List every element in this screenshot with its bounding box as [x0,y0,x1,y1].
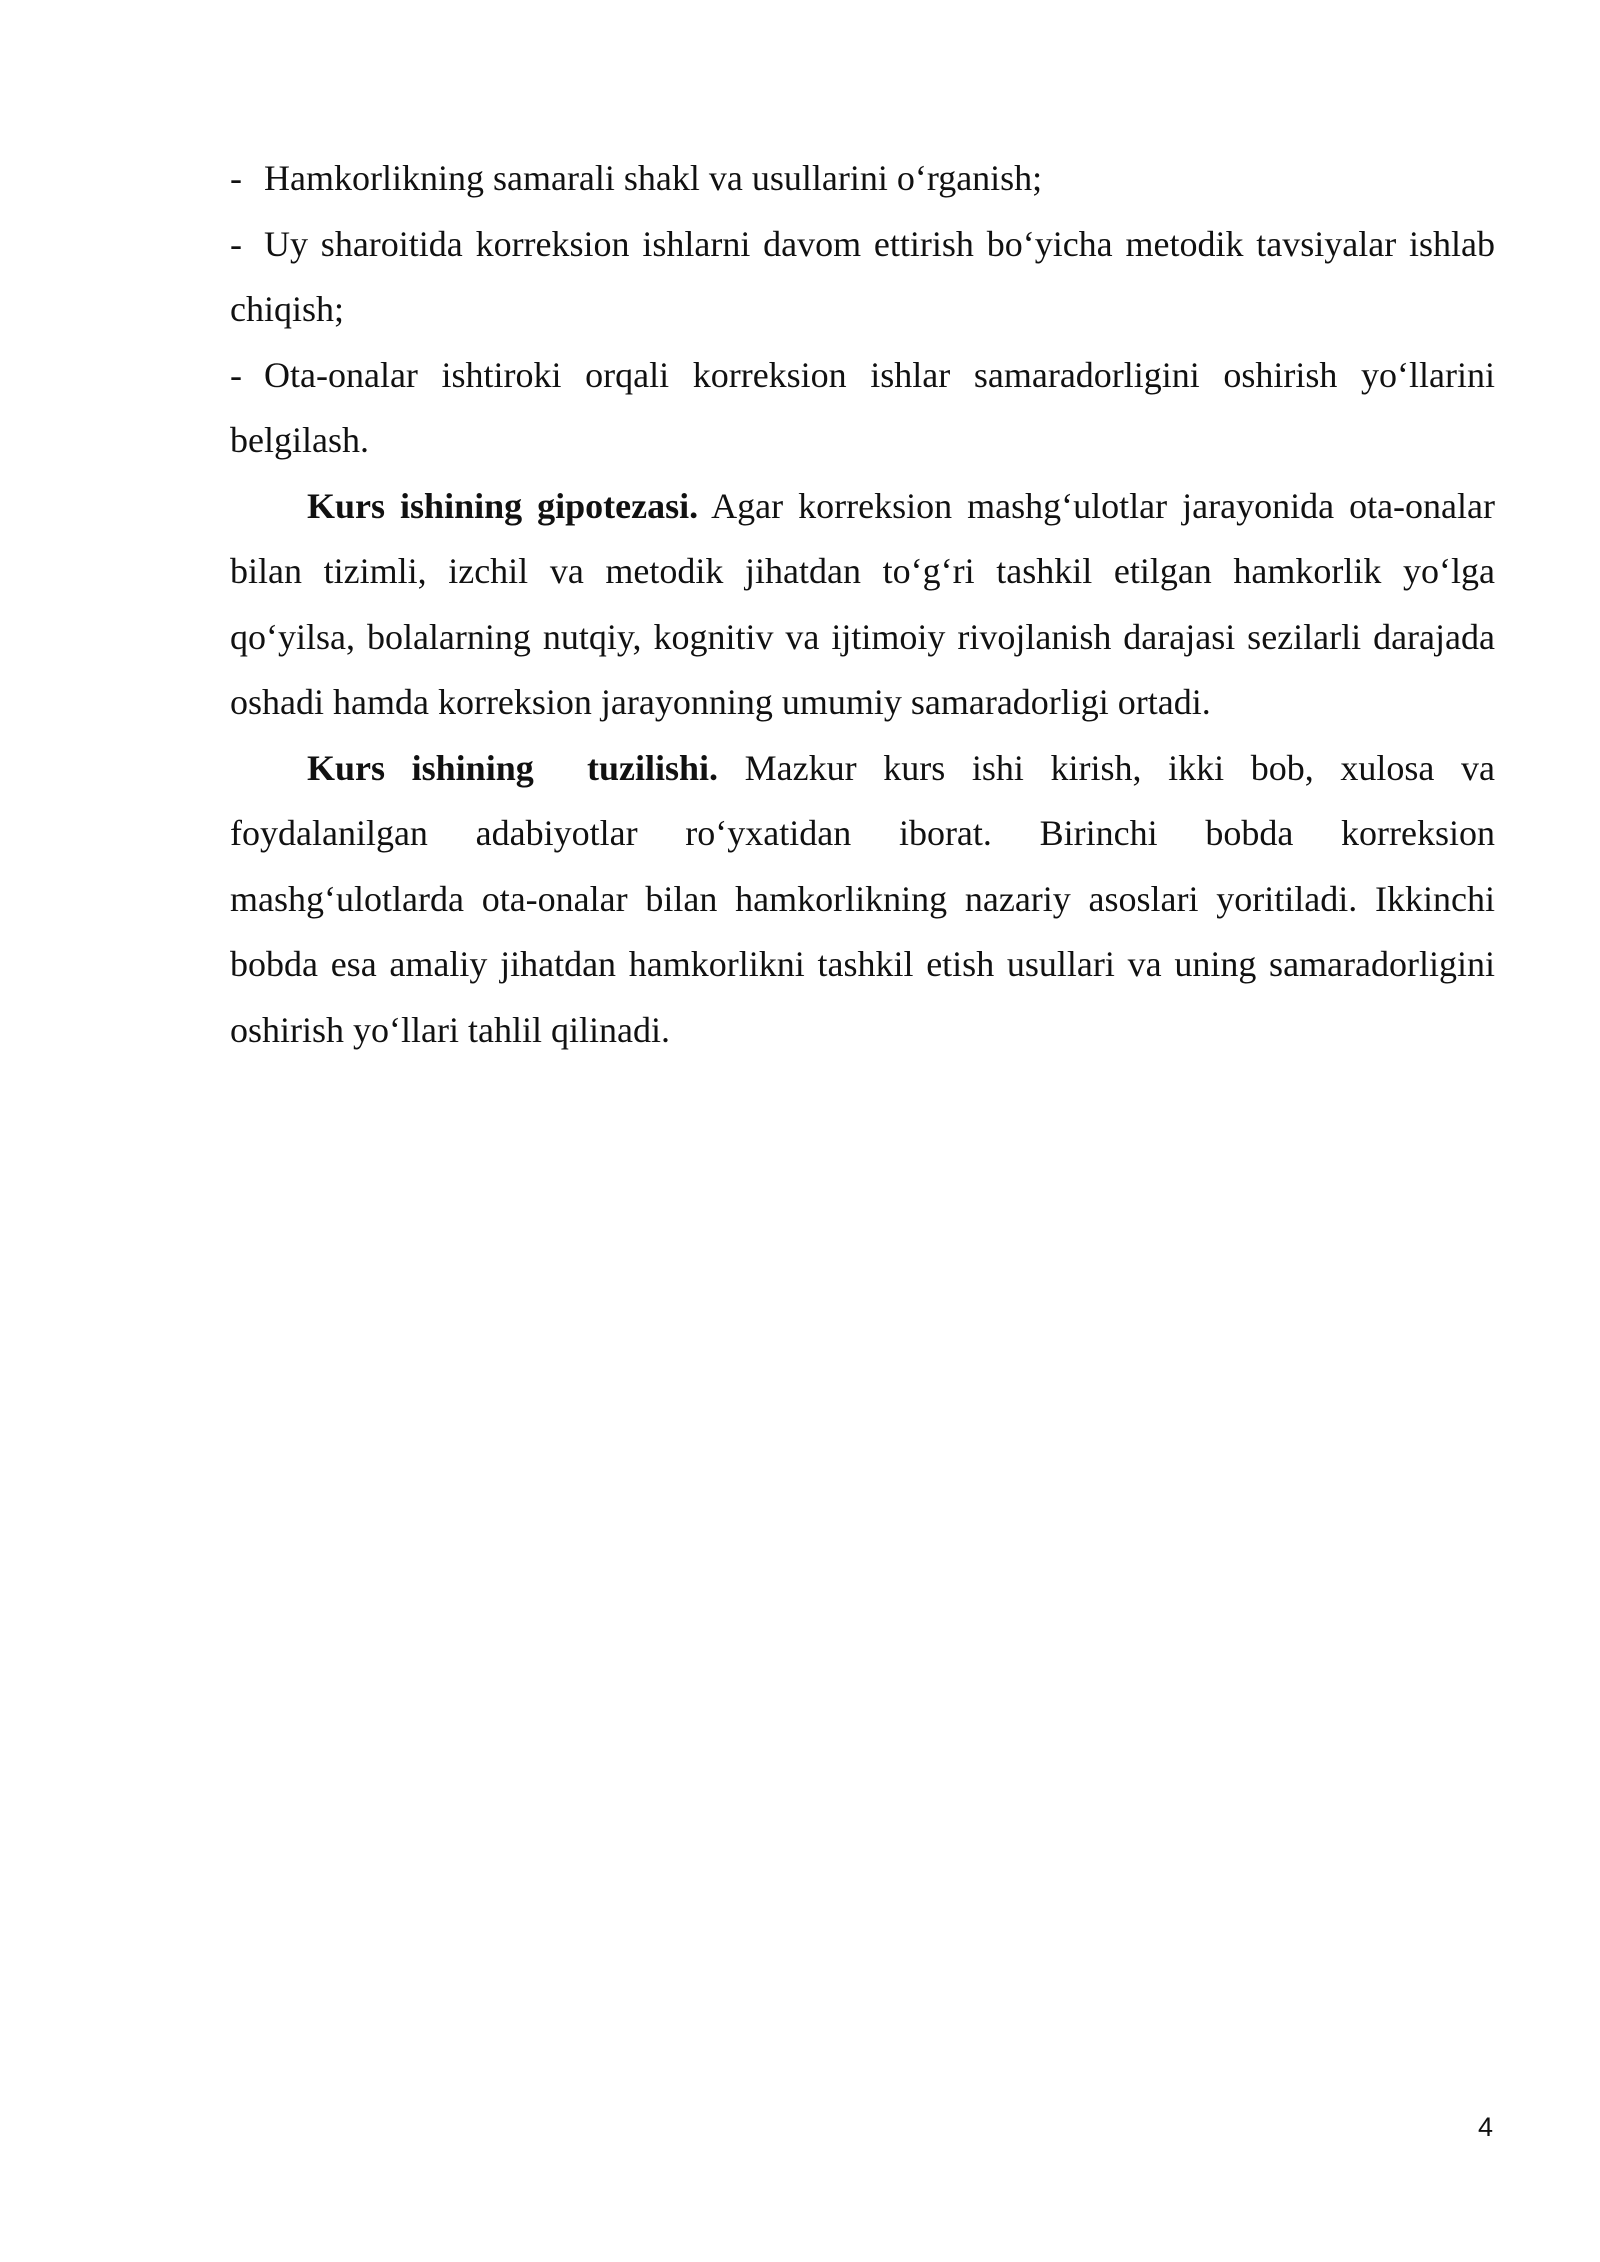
list-item [230,343,1495,474]
list-dash: - [230,354,242,395]
structure-heading: Kurs ishining tuzilishi. [307,747,719,788]
list-item-text: Uy sharoitida korreksion ishlarni davom ettirish bo‘yicha metodik tavsiyalar ishlab chiqish; [230,223,1495,329]
hypothesis-heading: Kurs ishining gipotezasi. [307,485,699,526]
page-body [230,146,1495,1063]
list-item-text: Hamkorlikning samarali shakl va usullarini o‘rganish; [264,158,1043,198]
list-item-text: Ota-onalar ishtiroki orqali korreksion ishlar samaradorligini oshirish yo‘llarini belgilash. [230,354,1495,460]
hypothesis-text: Agar korreksion mashg‘ulotlar jarayonida ota-onalar bilan tizimli, izchil va metodik jihatdan to‘g‘ri tashkil etilgan hamkorlik yo‘lga qo‘yilsa, bolalarning nutqiy, kognitiv va ijtimoiy rivojlanish darajasi sezilarli darajada oshadi hamda korreksion jarayonning umumiy samaradorligi ortadi. [230,485,1495,722]
list-dash: - [230,158,242,198]
list-item [230,212,1495,343]
hypothesis-paragraph [230,474,1495,736]
structure-text: Mazkur kurs ishi kirish, ikki bob, xulosa va foydalanilgan adabiyotlar ro‘yxatidan iborat. Birinchi bobda korreksion mashg‘ulotlarda ota-onalar bilan hamkorlikning nazariy asoslari yoritiladi. Ikkinchi bobda esa amaliy jihatdan hamkorlikni tashkil etish usullari va uning samaradorligini oshirish yo‘llari tahlil qilinadi. [230,747,1495,1050]
structure-paragraph [230,736,1495,1064]
list-item [230,146,1495,212]
page-number: 4 [1478,2112,1494,2142]
list-dash: - [230,223,242,264]
